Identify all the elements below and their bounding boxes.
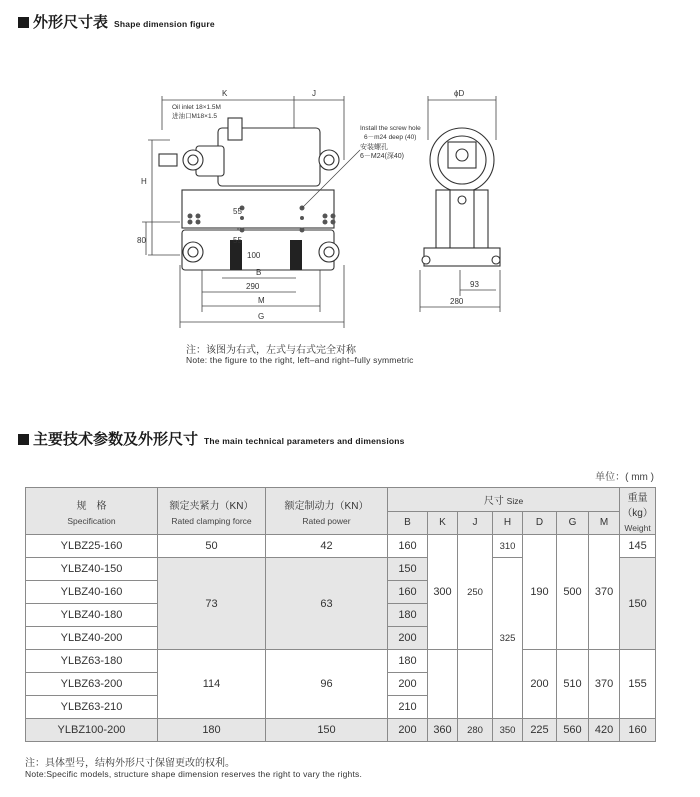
- model-cell: YLBZ63-210: [26, 696, 158, 719]
- col-m: M: [589, 511, 620, 535]
- b-cell: 200: [388, 719, 428, 742]
- label-m: M: [258, 296, 265, 305]
- header-power: 额定制动力（KN） Rated power: [266, 488, 388, 535]
- h-cell: 350: [493, 719, 523, 742]
- col-b: B: [388, 511, 428, 535]
- label-55a: 55: [233, 207, 242, 216]
- col-h: H: [493, 511, 523, 535]
- b-cell: 200: [388, 673, 428, 696]
- label-100: 100: [247, 251, 261, 260]
- k-cell: 360: [428, 719, 458, 742]
- side-view: [422, 128, 500, 266]
- m-cell: 370: [589, 650, 620, 719]
- model-cell: YLBZ40-180: [26, 604, 158, 627]
- g-cell: 500: [557, 535, 589, 650]
- d-cell: 190: [523, 535, 557, 650]
- clamp-cell: 180: [158, 719, 266, 742]
- header-spec: 规 格 Specification: [26, 488, 158, 535]
- b-cell: 210: [388, 696, 428, 719]
- parameters-table: [25, 487, 656, 742]
- weight-cell: 150: [620, 558, 656, 650]
- clamp-cell: 114: [158, 650, 266, 719]
- model-cell: YLBZ40-200: [26, 627, 158, 650]
- table-header-row: [26, 488, 656, 512]
- bottom-note-zh: 注：具体型号，结构外形尺寸保留更改的权利。: [25, 758, 235, 769]
- table-row: [26, 650, 656, 673]
- unit-label: 单位：( mm ): [595, 472, 654, 483]
- figure-note-en: Note: the figure to the right, left–and right–fully symmetric: [186, 355, 414, 365]
- section-title-shape: 外形尺寸表 Shape dimension figure: [18, 11, 215, 32]
- label-j: J: [312, 89, 316, 98]
- label-290: 290: [246, 282, 260, 291]
- model-cell: YLBZ63-180: [26, 650, 158, 673]
- clamp-cell: 50: [158, 535, 266, 558]
- dimension-drawing: [0, 0, 700, 340]
- label-b: B: [256, 268, 262, 277]
- label-phi-d: ϕD: [454, 89, 465, 98]
- label-oil-inlet-en: Oil inlet 18×1.5M: [172, 104, 221, 111]
- col-j: J: [458, 511, 493, 535]
- power-cell: 150: [266, 719, 388, 742]
- col-d: D: [523, 511, 557, 535]
- power-cell: 63: [266, 558, 388, 650]
- label-80: 80: [137, 236, 146, 245]
- weight-cell: 145: [620, 535, 656, 558]
- h-cell: 310: [493, 535, 523, 558]
- model-cell: YLBZ40-150: [26, 558, 158, 581]
- g-cell: 510: [557, 650, 589, 719]
- b-cell: 150: [388, 558, 428, 581]
- label-oil-inlet-zh: 进油口M18×1.5: [172, 113, 217, 120]
- model-cell: YLBZ25-160: [26, 535, 158, 558]
- b-cell: 160: [388, 581, 428, 604]
- k-cell: 300: [428, 535, 458, 650]
- label-screw-zh-2: 6－M24(深40): [360, 153, 404, 160]
- power-cell: 42: [266, 535, 388, 558]
- d-cell: 200: [523, 650, 557, 719]
- d-cell: 225: [523, 719, 557, 742]
- weight-cell: 160: [620, 719, 656, 742]
- front-view: [159, 118, 339, 270]
- weight-cell: 155: [620, 650, 656, 719]
- j-cell: 280: [458, 719, 493, 742]
- header-weight: 重量（kg） Weight: [620, 488, 656, 535]
- h-cell: 325: [493, 558, 523, 719]
- col-g: G: [557, 511, 589, 535]
- header-size: 尺寸 Size: [388, 488, 620, 512]
- power-cell: 96: [266, 650, 388, 719]
- j-cell: 250: [458, 535, 493, 650]
- label-k: K: [222, 89, 228, 98]
- clamp-cell: 73: [158, 558, 266, 650]
- bullet-square-icon: [18, 434, 29, 445]
- model-cell: YLBZ40-160: [26, 581, 158, 604]
- label-h: H: [141, 177, 147, 186]
- table-row: [26, 535, 656, 558]
- bottom-note-en: Note:Specific models, structure shape dimension reserves the right to vary the rights.: [25, 769, 363, 779]
- b-cell: 200: [388, 627, 428, 650]
- k-cell-empty: [428, 650, 458, 719]
- table-row: [26, 719, 656, 742]
- model-cell: YLBZ63-200: [26, 673, 158, 696]
- m-cell: 370: [589, 535, 620, 650]
- b-cell: 180: [388, 604, 428, 627]
- col-k: K: [428, 511, 458, 535]
- j-cell-empty: [458, 650, 493, 719]
- header-clamping: 额定夹紧力（KN） Rated clamping force: [158, 488, 266, 535]
- label-screw-en-1: Install the screw hole: [360, 125, 421, 132]
- label-93: 93: [470, 280, 479, 289]
- label-screw-en-2: 6－m24 deep (40): [364, 134, 417, 141]
- m-cell: 420: [589, 719, 620, 742]
- b-cell: 180: [388, 650, 428, 673]
- model-cell: YLBZ100-200: [26, 719, 158, 742]
- label-280: 280: [450, 297, 464, 306]
- b-cell: 160: [388, 535, 428, 558]
- figure-note-zh: 注：该图为右式，左式与右式完全对称: [186, 345, 356, 356]
- label-g: G: [258, 312, 265, 321]
- section-title-params: 主要技术参数及外形尺寸 The main technical parameters and dimensions: [18, 428, 405, 449]
- g-cell: 560: [557, 719, 589, 742]
- label-55b: 55: [233, 236, 242, 245]
- label-screw-zh-1: 安装螺孔: [360, 144, 388, 151]
